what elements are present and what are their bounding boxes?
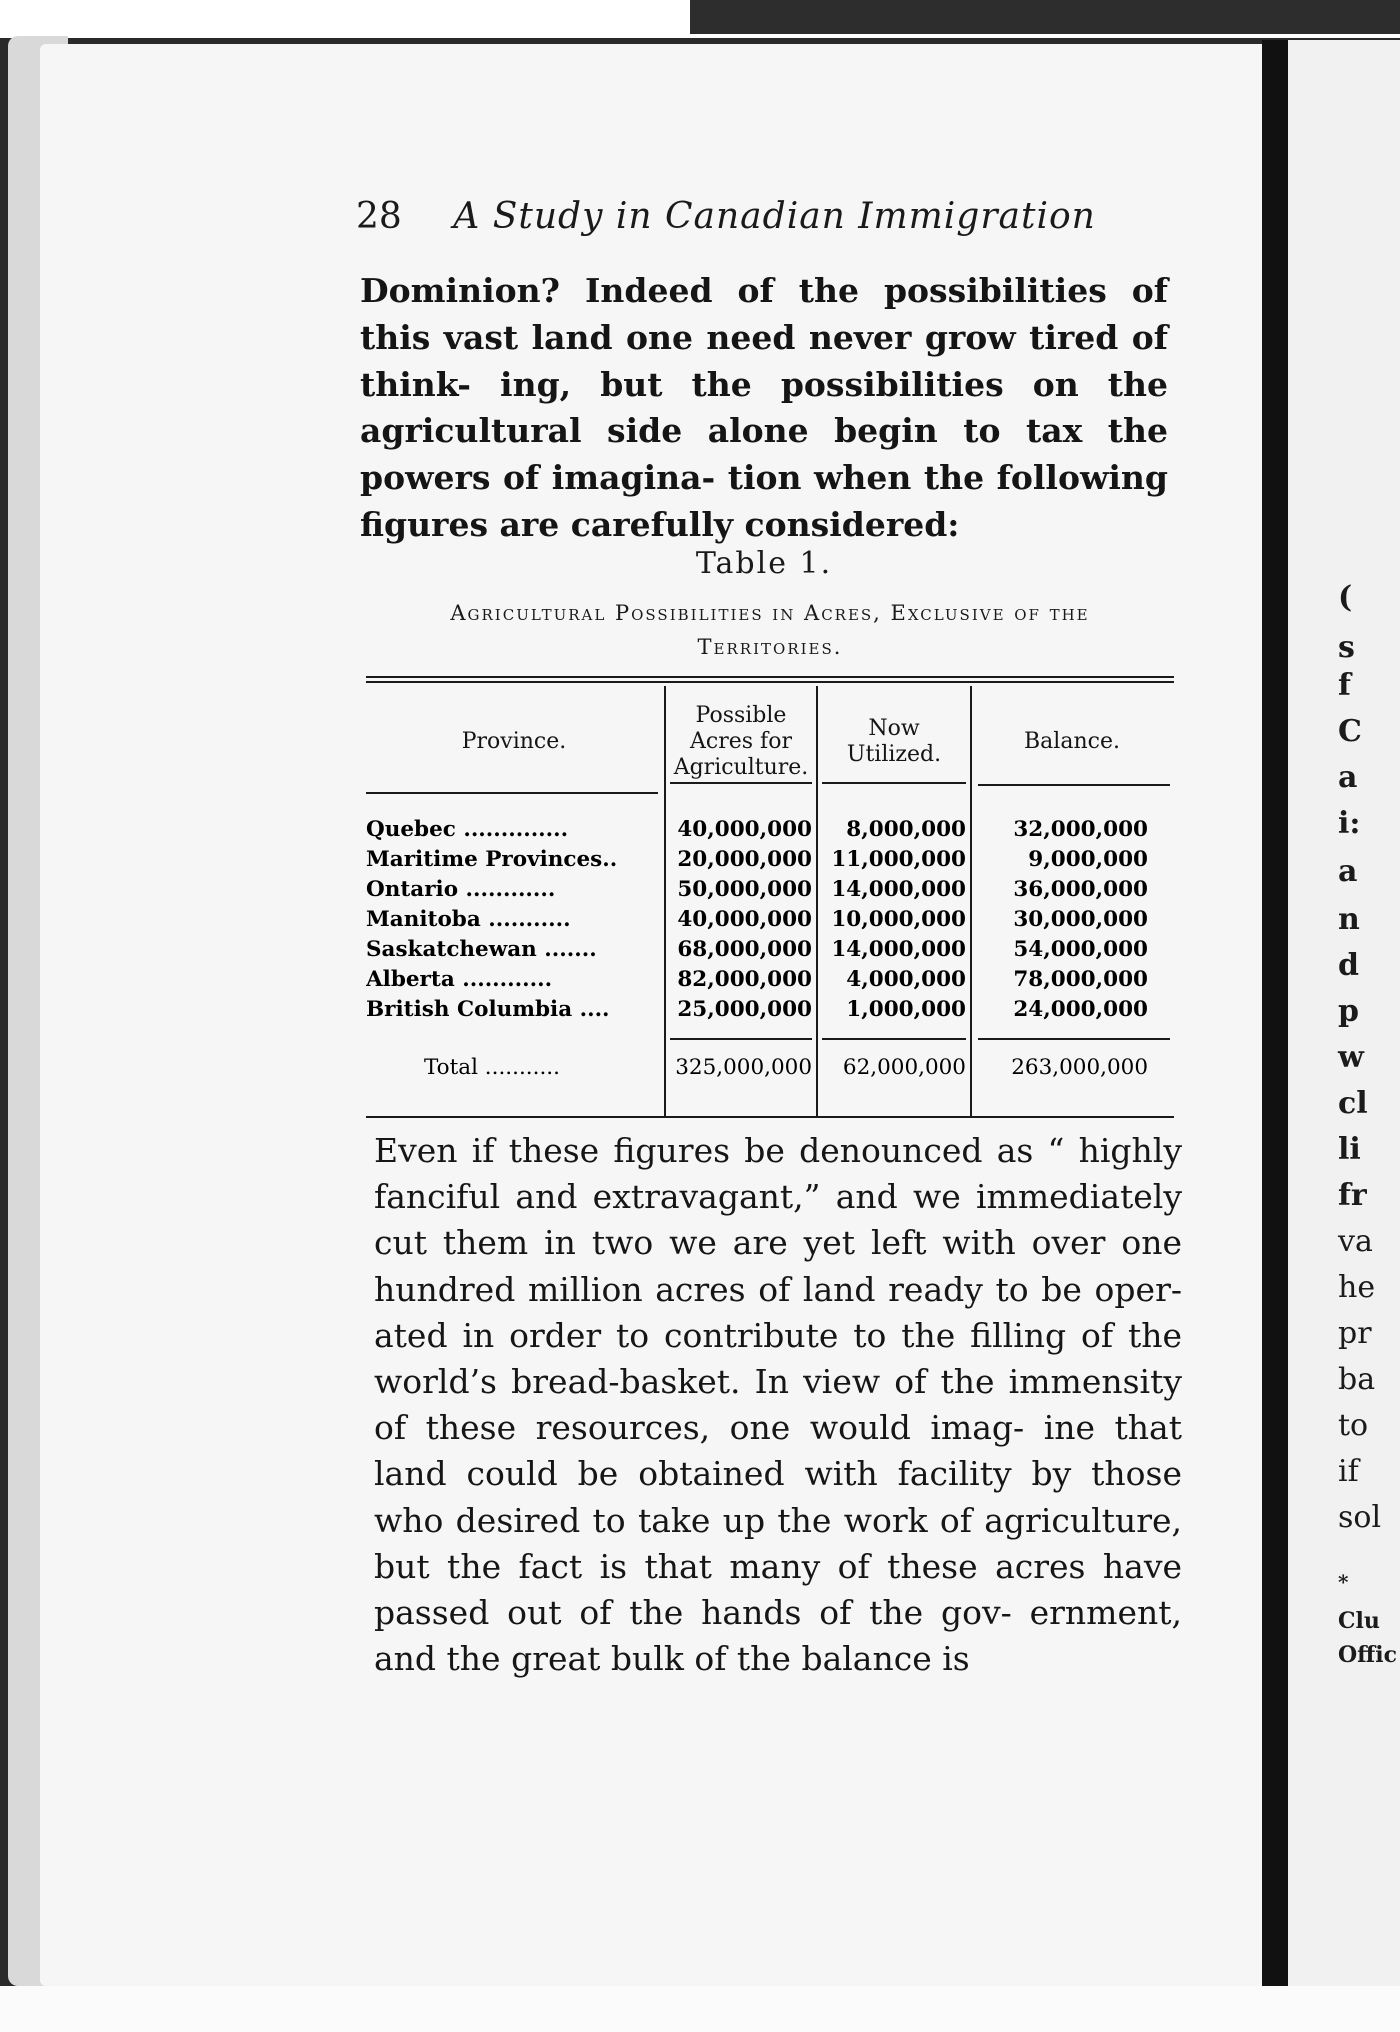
header-balance: Balance. [1024,729,1120,754]
facing-fragment: ba [1338,1362,1376,1397]
table-row [366,816,1174,844]
table-caption [360,546,1168,581]
total-rule-1 [670,1038,812,1040]
facing-fragment: C [1338,714,1362,749]
header-underline-1 [366,792,658,794]
row-balance: 9,000,000 [1028,847,1148,872]
facing-fragment: a [1338,854,1358,889]
facing-page [1288,40,1400,2032]
row-balance: 32,000,000 [1013,817,1148,842]
row-possible: 40,000,000 [677,817,812,842]
table-subcaption: Agricultural Possibilities in Acres, Exclusive of the Territories. [450,601,1090,659]
facing-fragment: Offic [1338,1642,1397,1668]
row-province: British Columbia .... [366,997,610,1022]
facing-fragment: a [1338,760,1358,795]
row-province: Quebec .............. [366,817,569,842]
paragraph-2: Even if these figures be denounced as “ highly fanciful and extravagant,” and we immediately cut them in two we are yet left with over one hundred million acres of land ready to be oper- ated in order to contribute to the filling of the world’s bread-basket. In view of the immensity of these resources, one would imag- ine that land could be obtained with facility by those who desired to take up the work of agriculture, but the fact is that many of these acres have passed out of the hands of the gov- ernment, and the great bulk of the balance is [374,1131,1182,1679]
row-possible: 50,000,000 [677,877,812,902]
facing-fragment: cl [1338,1086,1368,1121]
row-utilized: 10,000,000 [831,907,966,932]
running-head [356,196,1176,237]
header-possible: Possible Acres for Agriculture. [673,703,809,780]
row-balance: 78,000,000 [1013,967,1148,992]
row-utilized: 14,000,000 [831,877,966,902]
row-utilized: 8,000,000 [846,817,966,842]
facing-fragment: va [1338,1224,1373,1259]
scan-bottom-border [0,1986,1400,2032]
row-possible: 25,000,000 [677,997,812,1022]
table-row [366,846,1174,874]
table-row [366,906,1174,934]
table-bottom-rule [366,1116,1174,1118]
facing-fragment: li [1338,1132,1361,1167]
row-possible: 68,000,000 [677,937,812,962]
total-rule-3 [978,1038,1170,1040]
row-balance: 36,000,000 [1013,877,1148,902]
row-balance: 30,000,000 [1013,907,1148,932]
row-possible: 82,000,000 [677,967,812,992]
facing-fragment: he [1338,1270,1376,1305]
header-underline-3 [822,782,966,784]
book-edge-top [690,0,1400,34]
facing-fragment: p [1338,994,1359,1029]
row-province: Saskatchewan ....... [366,937,597,962]
table-row [366,966,1174,994]
facing-fragment: i: [1338,806,1361,841]
row-possible: 20,000,000 [677,847,812,872]
total-utilized: 62,000,000 [842,1055,966,1080]
row-utilized: 11,000,000 [831,847,966,872]
total-possible: 325,000,000 [675,1055,812,1080]
table-row [366,876,1174,904]
header-utilized: Now Utilized. [846,716,942,767]
facing-fragment: fr [1338,1178,1367,1213]
running-title: A Study in Canadian Immigration [453,196,1096,237]
paragraph-1: Dominion? Indeed of the possibilities of this vast land one need never grow tired of think- ing, but the possibilities on the agricultural side alone begin to tax the powers of imagina- tion when the following figures are carefully considered: [360,271,1168,544]
row-possible: 40,000,000 [677,907,812,932]
table-top-rule-2 [366,681,1174,683]
facing-fragment: to [1338,1408,1369,1443]
header-province: Province. [461,729,567,754]
facing-fragment: Clu [1338,1608,1380,1634]
facing-fragment: * [1338,1570,1349,1594]
page-number: 28 [356,196,402,237]
row-province: Maritime Provinces.. [366,847,618,872]
table-caption-text: Table 1. [695,546,833,581]
facing-fragment: if [1338,1454,1359,1489]
table-total-row [366,1054,1174,1082]
total-rule-2 [822,1038,966,1040]
facing-fragment: s [1338,630,1355,665]
table-top-rule [366,676,1174,678]
header-underline-4 [978,784,1170,786]
row-province: Manitoba ........... [366,907,571,932]
total-label: Total ........... [424,1055,560,1080]
table-row [366,996,1174,1024]
facing-fragment: d [1338,948,1359,983]
facing-fragment: f [1338,668,1351,703]
facing-fragment: sol [1338,1500,1382,1535]
header-underline-2 [670,782,812,784]
row-utilized: 14,000,000 [831,937,966,962]
facing-fragment: ( [1338,580,1353,615]
facing-fragment: n [1338,902,1360,937]
agricultural-table [366,676,1174,1124]
row-balance: 24,000,000 [1013,997,1148,1022]
total-balance: 263,000,000 [1011,1055,1148,1080]
book-gutter [1262,40,1288,1990]
table-row [366,936,1174,964]
row-utilized: 4,000,000 [846,967,966,992]
facing-fragment: w [1338,1040,1364,1075]
row-province: Alberta ............ [366,967,553,992]
row-balance: 54,000,000 [1013,937,1148,962]
row-utilized: 1,000,000 [846,997,966,1022]
facing-fragment: pr [1338,1316,1372,1351]
row-province: Ontario ............ [366,877,556,902]
